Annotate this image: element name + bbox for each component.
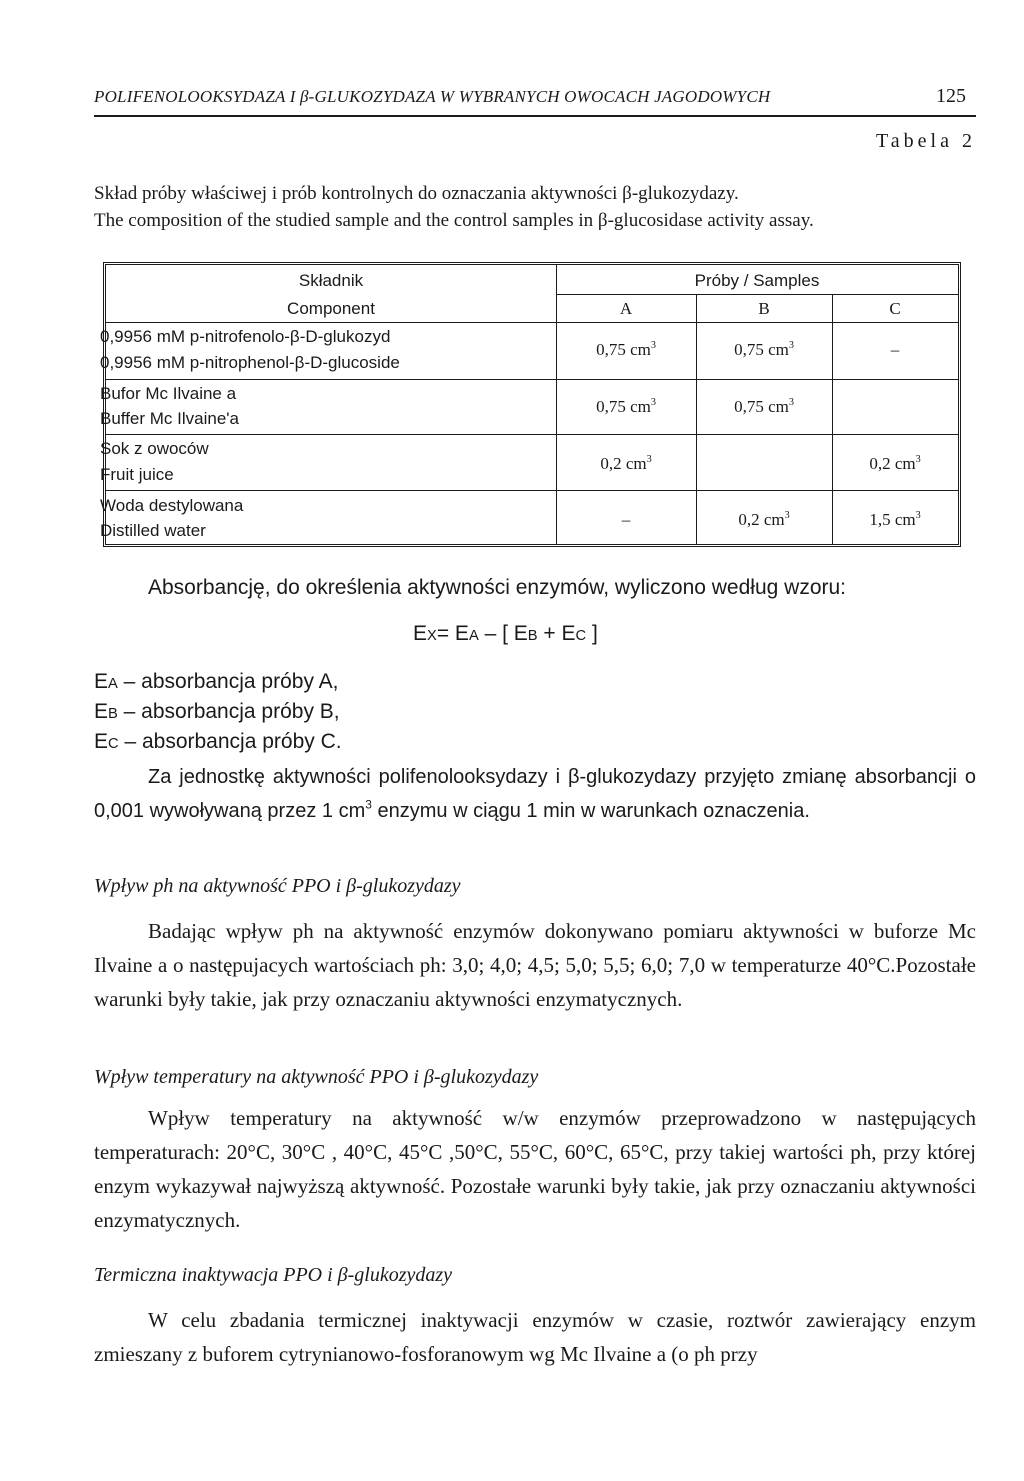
definition-ea: EA – absorbancja próby A, xyxy=(94,670,339,693)
grid-line xyxy=(832,294,833,544)
cell-value: 0,2 $cm^3$ xyxy=(600,453,652,473)
cell-value: – xyxy=(890,340,900,359)
row-label-en: 0,9956 mM p-nitrophenol-β-D-glucoside xyxy=(100,353,400,372)
unit-paragraph: Za jednostkę aktywności polifenolooksydazy i β-glukozydazy przyjęto zmianę absorbancji o 0,001 wywoływaną przez 1 $cm^3$ enzymu w ciągu 1 min w warunkach oznaczenia. xyxy=(94,766,976,822)
caption-polish: Skład próby właściwej i prób kontrolnych do oznaczania aktywności β-glukozydazy. xyxy=(94,183,739,204)
section-heading-temperature: Wpływ temperatury na aktywność PPO i β-glukozydazy xyxy=(94,1066,539,1088)
row-label-en: Distilled water xyxy=(100,521,206,540)
cell-value: 0,75 $cm^3$ xyxy=(734,396,794,416)
grid-line xyxy=(556,294,958,295)
table-caption xyxy=(94,180,984,234)
cell-value: – xyxy=(621,510,631,529)
row-label-pl: Bufor Mc Ilvaine a xyxy=(100,384,237,403)
cell-value: 0,75 $cm^3$ xyxy=(734,339,794,359)
cell-value: 1,5 $cm^3$ xyxy=(869,509,921,529)
row-label-en: Buffer Mc Ilvaine'a xyxy=(100,409,239,428)
definition-eb: EB – absorbancja próby B, xyxy=(94,700,340,723)
grid-line xyxy=(106,379,958,380)
table-label: Tabela 2 xyxy=(875,130,976,152)
row-label-pl: Sok z owoców xyxy=(100,439,209,458)
cell-value: 0,75 $cm^3$ xyxy=(596,396,656,416)
component-header-en: Component xyxy=(287,299,375,318)
grid-line xyxy=(696,294,697,544)
grid-line xyxy=(106,490,958,491)
page-number: 125 xyxy=(936,85,966,107)
absorbance-formula: EX= EA – [ EB + EC ] xyxy=(413,622,598,645)
running-header xyxy=(94,85,976,117)
composition-table xyxy=(100,262,961,547)
grid-line xyxy=(106,322,958,323)
section-text-ph: Badając wpływ ph na aktywność enzymów dokonywano pomiaru aktywności w buforze Mc Ilvaine a o następujacych wartościach ph: 3,0; 4,0; 4,5; 5,0; 5,5; 6,0; 7,0 w temperaturze 40°C.Pozostałe warunki były takie, jak przy oznaczaniu aktywności enzymatycznych. xyxy=(94,919,976,1011)
column-header-b: B xyxy=(758,299,770,318)
component-header-pl: Składnik xyxy=(298,271,364,290)
grid-line xyxy=(106,434,958,435)
cell-value: 0,2 $cm^3$ xyxy=(738,509,790,529)
samples-header: Próby / Samples xyxy=(694,271,820,290)
row-label-en: Fruit juice xyxy=(100,465,174,484)
definition-ec: EC – absorbancja próby C. xyxy=(94,730,342,753)
cell-value: 0,2 $cm^3$ xyxy=(869,453,921,473)
row-label-pl: Woda destylowana xyxy=(100,496,244,515)
section-heading-inactivation: Termiczna inaktywacja PPO i β-glukozydazy xyxy=(94,1264,453,1286)
section-heading-ph: Wpływ ph na aktywność PPO i β-glukozydazy xyxy=(94,875,461,897)
row-label-pl: 0,9956 mM p-nitrofenolo-β-D-glukozyd xyxy=(100,327,391,346)
cell-value: 0,75 $cm^3$ xyxy=(596,339,656,359)
header-title: POLIFENOLOOKSYDAZA I β-GLUKOZYDAZA W WYBRANYCH OWOCACH JAGODOWYCH xyxy=(94,87,771,106)
column-header-a: A xyxy=(619,299,633,318)
intro-line: Absorbancję, do określenia aktywności enzymów, wyliczono według wzoru: xyxy=(148,576,847,599)
section-text-inactivation: W celu zbadania termicznej inaktywacji enzymów w czasie, roztwór zawierający enzym zmieszany z buforem cytrynianowo-fosforanowym wg Mc Ilvaine a (o ph przy xyxy=(94,1308,976,1366)
caption-english: The composition of the studied sample and the control samples in β-glucosidase activity assay. xyxy=(94,210,814,231)
section-text-temperature: Wpływ temperatury na aktywność w/w enzymów przeprowadzono w następujących temperaturach: 20°C, 30°C , 40°C, 45°C ,50°C, 55°C, 60°C, 65°C, przy takiej wartości ph, przy której enzym wykazywał najwyższą aktywność. Pozostałe warunki były takie, jak przy oznaczaniu aktywności enzymatycznych. xyxy=(94,1106,976,1232)
column-header-c: C xyxy=(889,299,901,318)
